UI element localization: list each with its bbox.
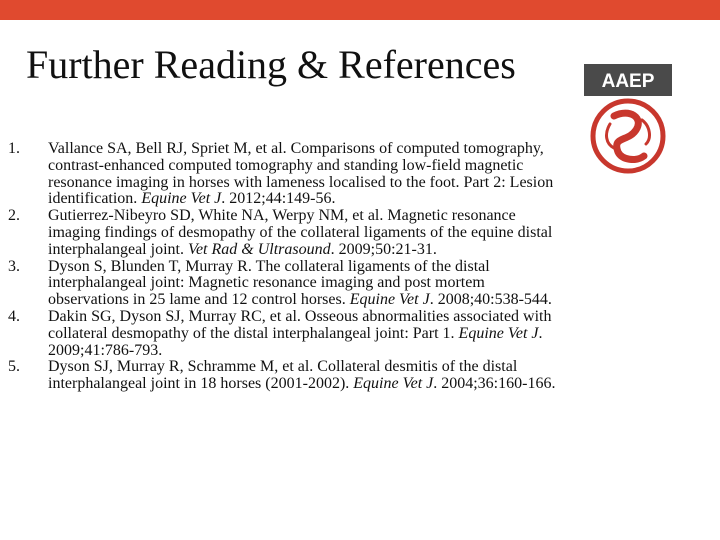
reference-number: 5. <box>8 358 20 376</box>
aaep-logo <box>584 64 672 180</box>
reference-journal: Vet Rad & Ultrasound <box>187 240 331 258</box>
slide-title: Further Reading & References <box>26 42 516 87</box>
reference-text: Vallance SA, Bell RJ, Spriet M, et al. Comparisons of computed tomography, contrast-enhanced computed tomography and standing low-field magnetic resonance imaging in horses with lameness localised to the foot. Part 2: Lesion identification. <box>48 140 554 208</box>
reference-item <box>8 309 568 359</box>
reference-list <box>8 141 568 393</box>
reference-number: 4. <box>8 307 20 325</box>
logo-text: AAEP <box>601 71 655 92</box>
aaep-horse-emblem-icon <box>593 101 663 171</box>
reference-journal: Equine Vet J <box>458 324 539 342</box>
reference-citation: . 2008;40:538-544. <box>429 291 552 309</box>
reference-item <box>8 141 568 208</box>
reference-citation: . 2004;36:160-166. <box>433 375 556 393</box>
reference-text: Dakin SG, Dyson SJ, Murray RC, et al. Osseous abnormalities associated with collateral desmopathy of the distal interphalangeal joint: Part 1. <box>48 307 552 342</box>
reference-number: 1. <box>8 140 20 157</box>
reference-number: 2. <box>8 207 20 225</box>
reference-citation: . 2012;44:149-56. <box>221 190 336 208</box>
reference-text: Dyson SJ, Murray R, Schramme M, et al. Collateral desmitis of the distal interphalangeal joint in 18 horses (2001-2002). <box>48 358 518 393</box>
reference-item <box>8 259 568 309</box>
reference-item <box>8 208 568 258</box>
reference-text: Gutierrez-Nibeyro SD, White NA, Werpy NM, et al. Magnetic resonance imaging findings of desmopathy of the collateral ligaments of the equine distal interphalangeal joint. <box>48 207 553 258</box>
reference-journal: Equine Vet J <box>353 375 434 393</box>
reference-citation: . 2009;41:786-793. <box>48 324 543 359</box>
top-accent-bar <box>0 0 720 20</box>
reference-journal: Equine Vet J <box>141 190 222 208</box>
reference-journal: Equine Vet J <box>349 291 430 309</box>
reference-citation: . 2009;50:21-31. <box>330 240 437 258</box>
reference-text: Dyson S, Blunden T, Murray R. The collateral ligaments of the distal interphalangeal joint: Magnetic resonance imaging and post mortem observations in 25 lame and 12 control horses. <box>48 257 490 309</box>
reference-item <box>8 359 568 393</box>
reference-number: 3. <box>8 257 20 275</box>
